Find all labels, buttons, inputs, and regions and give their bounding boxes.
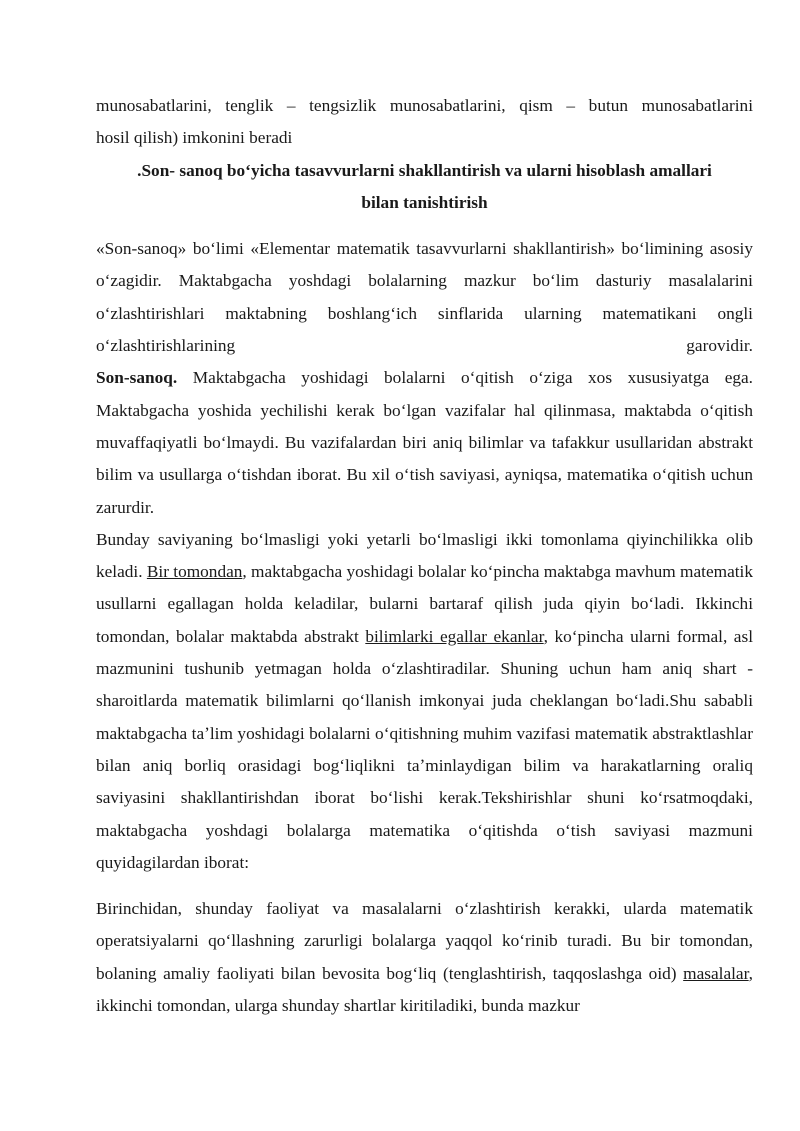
intro-line-2: hosil qilish) imkonini beradi — [96, 128, 293, 148]
paragraph-3 — [96, 524, 753, 879]
section-heading — [96, 155, 753, 220]
section-heading-line-2: bilan tanishtirish — [361, 192, 488, 212]
intro-line-1: munosabatlarini, tenglik – tengsizlik munosabatlarini, qism – butun munosabatlarini — [96, 96, 753, 115]
paragraph-3-text-2: , maktabgacha yoshidagi bolalar koʻpincha maktabga mavhum matematik usullarni egallagan holda keladilar, bularni bartaraf qilish juda qiyin boʻladi. Ikkinchi tomondan, bolalar maktabda abstrakt — [96, 562, 753, 646]
section-heading-line-1: .Son- sanoq boʻyicha tasavvurlarni shakllantirish va ularni hisoblash amallari — [137, 160, 712, 180]
underlined-phrase-bilimlarki: bilimlarki egallar ekanlar — [365, 626, 544, 646]
paragraph-3-text-3: , koʻpincha ularni formal, asl mazmunini tushunib yetmagan holda oʻzlashtiradilar. Shuning uchun ham aniq shart - sharoitlarda matematik bilimlarni qoʻllanish imkonyai juda cheklangan boʻladi.Shu sababli maktabgacha taʼlim yoshidagi bolalarni oʻqitishning muhim vazifasi matematik abstraktlashlar bilan aniq borliq orasidagi bogʻliqlikni taʼminlaydigan bilim va harakatlarning oraliq saviyasini shakllantirishdan iborat boʻlishi kerak.Tekshirishlar shuni koʻrsatmoqdaki, maktabgacha yoshdagi bolalarga matematika oʻqitishda oʻtish saviyasi mazmuni quyidagilardan iborat: — [96, 626, 754, 872]
paragraph-3-text-1: Bunday saviyaning boʻlmasligi yoki yetarli boʻlmasligi ikki tomonlama qiyinchilikka olib keladi. — [96, 529, 753, 582]
paragraph-4 — [96, 893, 753, 1022]
underlined-phrase-bir-tomondan: Bir tomondan — [146, 562, 243, 582]
paragraph-4-text-2: , ikkinchi tomondan, ularga shunday shartlar kiritiladiki, bunda mazkur — [96, 963, 753, 1016]
paragraph-1: «Son-sanoq» boʻlimi «Elementar matematik tasavvurlarni shakllantirish» boʻlimining asosiy oʻzagidir. Maktabgacha yoshdagi bolalarning mazkur boʻlim dasturiy masalalarini oʻzlashtirishlari maktabning boshlangʻich sinflarida ularning matematikani ongli oʻzlashtirishlarining garovidir. — [96, 239, 753, 356]
paragraph-2-lead: Son-sanoq. — [96, 368, 178, 388]
document-page — [96, 90, 753, 1022]
underlined-word-masalalar: masalalar — [683, 963, 749, 983]
paragraph-4-text-1: Birinchidan, shunday faoliyat va masalalarni oʻzlashtirish kerakki, ularda matematik operatsiyalarni qoʻllashning zarurligi bolalarga yaqqol koʻrinib turadi. Bu bir tomondan, bolaning amaliy faoliyati bilan bevosita bogʻliq (tenglashtirish, taqqoslashga oid) — [96, 899, 753, 983]
paragraph-2-text: Maktabgacha yoshidagi bolalarni oʻqitish oʻziga xos xususiyatga ega. Maktabgacha yoshida yechilishi kerak boʻlgan vazifalar hal qilinmasa, maktabda oʻqitish muvaffaqiyatli boʻlmaydi. Bu vazifalardan biri aniq bilimlar va tafakkur usullaridan abstrakt bilim va usullarga oʻtishdan iborat. Bu xil oʻtish saviyasi, ayniqsa, matematika oʻqitish uchun zarurdir. — [96, 368, 753, 517]
paragraph-2 — [96, 362, 753, 523]
